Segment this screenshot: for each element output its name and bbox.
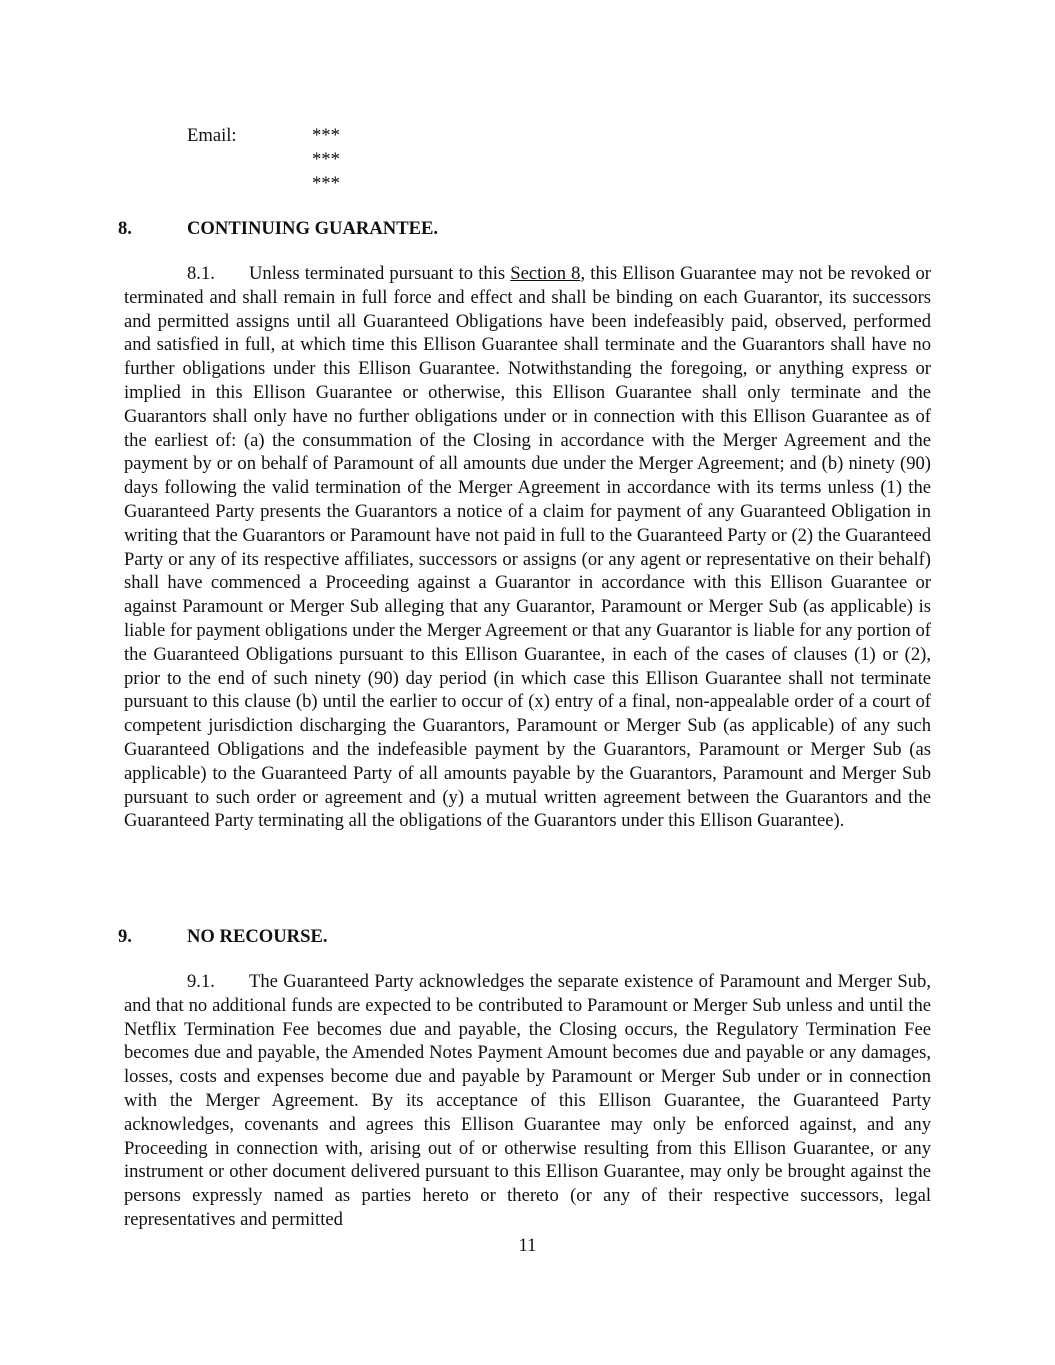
section-8-heading (118, 217, 438, 241)
section-8-number: 8. (118, 218, 132, 239)
section-9-1-text: The Guaranteed Party acknowledges the separate existence of Paramount and Merger Sub, and that no additional funds are expected to be contributed to Paramount or Merger Sub unless and until the Netflix Termination Fee becomes due and payable, the Closing occurs, the Regulatory Termination Fee becomes due and payable, the Amended Notes Payment Amount becomes due and payable or any damages, losses, costs and expenses become due and payable by Paramount or Merger Sub under or in connection with the Merger Agreement. By its acceptance of this Ellison Guarantee, the Guaranteed Party acknowledges, covenants and agrees this Ellison Guarantee may only be enforced against, and any Proceeding in connection with, arising out of or otherwise resulting from this Ellison Guarantee, or any instrument or other document delivered pursuant to this Ellison Guarantee, may only be brought against the persons expressly named as parties hereto or thereto (or any of their respective successors, legal representatives and permitted (124, 971, 931, 1230)
email-value: *** (312, 172, 340, 194)
email-value: *** (312, 125, 340, 146)
email-value: *** (312, 148, 340, 170)
section-8-1-number: 8.1. (187, 263, 215, 284)
section-9-1-paragraph (124, 970, 931, 1232)
email-values (312, 124, 340, 195)
section-8-1-text-rest: , this Ellison Guarantee may not be revoked or terminated and shall remain in full force and effect and shall be binding on each Guarantor, its successors and permitted assigns until all Guaranteed Obligations have been indefeasibly paid, observed, performed and satisfied in full, at which time this Ellison Guarantee shall terminate and the Guarantors shall have no further obligations under this Ellison Guarantee. Notwithstanding the foregoing, or anything express or implied in this Ellison Guarantee or otherwise, this Ellison Guarantee shall only terminate and the Guarantors shall only have no further obligations under or in connection with this Ellison Guarantee as of the earliest of: (a) the consummation of the Closing in accordance with the Merger Agreement and the payment by or on behalf of Paramount of all amounts due under the Merger Agreement; and (b) ninety (90) days following the valid termination of the Merger Agreement in accordance with its terms unless (1) the Guaranteed Party presents the Guarantors a notice of a claim for payment of any Guaranteed Obligation in writing that the Guarantors or Paramount have not paid in full to the Guaranteed Party or (2) the Guaranteed Party or any of its respective affiliates, successors or assigns (or any agent or representative on their behalf) shall have commenced a Proceeding against a Guarantor in accordance with this Ellison Guarantee or against Paramount or Merger Sub alleging that any Guarantor, Paramount or Merger Sub (as applicable) is liable for payment obligations under the Merger Agreement or that any Guarantor is liable for any portion of the Guaranteed Obligations pursuant to this Ellison Guarantee, in each of the cases of clauses (1) or (2), prior to the end of such ninety (90) day period (in which case this Ellison Guarantee shall not terminate pursuant to this clause (b) until the earlier to occur of (x) entry of a final, non-appealable order of a court of competent jurisdiction discharging the Guarantors, Paramount or Merger Sub (as applicable) of any such Guaranteed Obligations and the indefeasible payment by the Guarantors, Paramount or Merger Sub (as applicable) to the Guaranteed Party of all amounts payable by the Guarantors, Paramount and Merger Sub pursuant to such order or agreement and (y) a mutual written agreement between the Guarantors and the Guaranteed Party terminating all the obligations of the Guarantors under this Ellison Guarantee). (124, 263, 931, 832)
email-label: Email: (187, 125, 237, 146)
section-8-title: CONTINUING GUARANTEE. (187, 218, 439, 239)
section-9-heading (118, 925, 328, 949)
section-9-1-number: 9.1. (187, 971, 215, 992)
section-9-number: 9. (118, 926, 132, 947)
page-number: 11 (518, 1235, 537, 1256)
section-8-1-paragraph (124, 262, 931, 833)
section-9-title: NO RECOURSE. (187, 926, 328, 947)
section-8-1-text-start: Unless terminated pursuant to this (249, 263, 511, 284)
section-8-reference: Section 8 (510, 263, 581, 284)
